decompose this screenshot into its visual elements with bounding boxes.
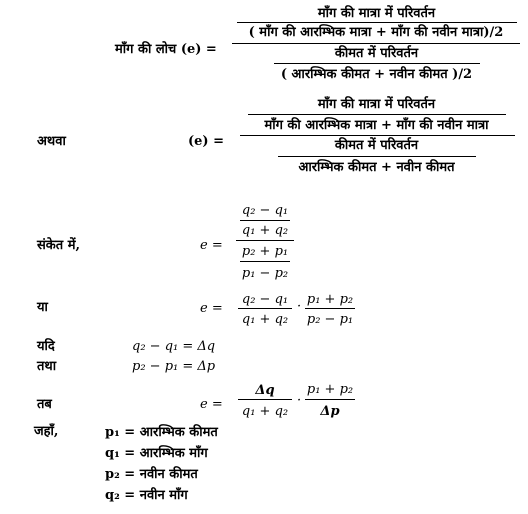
fraction-bar-main xyxy=(232,43,520,44)
formula1-den-den: ( आरम्भिक कीमत + नवीन कीमत )/2 xyxy=(280,67,473,82)
if-label: यदि xyxy=(37,339,55,354)
formula1-num-num: माँग की मात्रा में परिवर्तन xyxy=(317,6,436,21)
formula4-f2-den: p₂ − p₁ xyxy=(306,312,354,327)
where-label: जहाँ, xyxy=(34,424,59,439)
multiply-dot: · xyxy=(297,299,302,314)
fraction-bar xyxy=(237,22,517,23)
formula3-den-den: p₁ − p₂ xyxy=(241,266,289,281)
formula5-f1-num: Δq xyxy=(255,383,275,398)
formula2-num-den: माँग की आरम्भिक मात्रा + माँग की नवीन मात्रा xyxy=(264,118,489,133)
fraction-bar-main xyxy=(236,240,294,241)
formula4-f1-den: q₁ + q₂ xyxy=(241,312,289,327)
fraction-bar-main xyxy=(240,135,515,136)
fraction-bar xyxy=(305,308,355,309)
formula1-den-num: कीमत में परिवर्तन xyxy=(334,46,419,61)
where-item: q₁ = आरम्भिक माँग xyxy=(105,446,208,461)
fraction-bar xyxy=(274,63,480,64)
formula4-lhs: e = xyxy=(200,301,223,316)
formula3-den-num: p₂ + p₁ xyxy=(241,244,289,259)
formula3-num-num: q₂ − q₁ xyxy=(241,203,289,218)
if-expression: q₂ − q₁ = Δq xyxy=(132,339,216,354)
formula2-den-num: कीमत में परिवर्तन xyxy=(334,138,419,153)
formula1-num-den: ( माँग की आरम्भिक मात्रा + माँग की नवीन मात्रा)/2 xyxy=(248,25,504,40)
fraction-bar xyxy=(238,308,292,309)
fraction-bar xyxy=(238,399,292,400)
formula4-label: या xyxy=(37,300,48,315)
formula4-f2-num: p₁ + p₂ xyxy=(306,292,354,307)
formula5-lhs: e = xyxy=(200,397,223,412)
fraction-bar xyxy=(248,114,506,115)
formula2-den-den: आरम्भिक कीमत + नवीन कीमत xyxy=(298,160,455,175)
formula3-label: संकेत में, xyxy=(37,238,81,253)
formula4-f1-num: q₂ − q₁ xyxy=(241,292,289,307)
formula5-f2-num: p₁ + p₂ xyxy=(306,382,354,397)
formula5-label: तब xyxy=(37,397,52,412)
where-item: p₁ = आरम्भिक कीमत xyxy=(105,425,218,440)
formula3-num-den: q₁ + q₂ xyxy=(241,223,289,238)
formula2-lhs: (e) = xyxy=(188,134,224,149)
fraction-bar xyxy=(240,261,290,262)
fraction-bar xyxy=(305,399,355,400)
and-label: तथा xyxy=(37,359,57,374)
multiply-dot: · xyxy=(297,393,302,408)
and-expression: p₂ − p₁ = Δp xyxy=(132,359,216,374)
formula5-f2-den: Δp xyxy=(320,404,340,419)
formula5-f1-den: q₁ + q₂ xyxy=(241,404,289,419)
formula2-num-num: माँग की मात्रा में परिवर्तन xyxy=(317,97,436,112)
formula2-label: अथवा xyxy=(37,134,66,149)
formula1-label: माँग की लोच (e) = xyxy=(115,42,217,57)
fraction-bar xyxy=(278,156,476,157)
fraction-bar xyxy=(240,220,290,221)
where-item: q₂ = नवीन माँग xyxy=(105,488,188,503)
where-item: p₂ = नवीन कीमत xyxy=(105,467,198,482)
formula3-lhs: e = xyxy=(200,238,223,253)
